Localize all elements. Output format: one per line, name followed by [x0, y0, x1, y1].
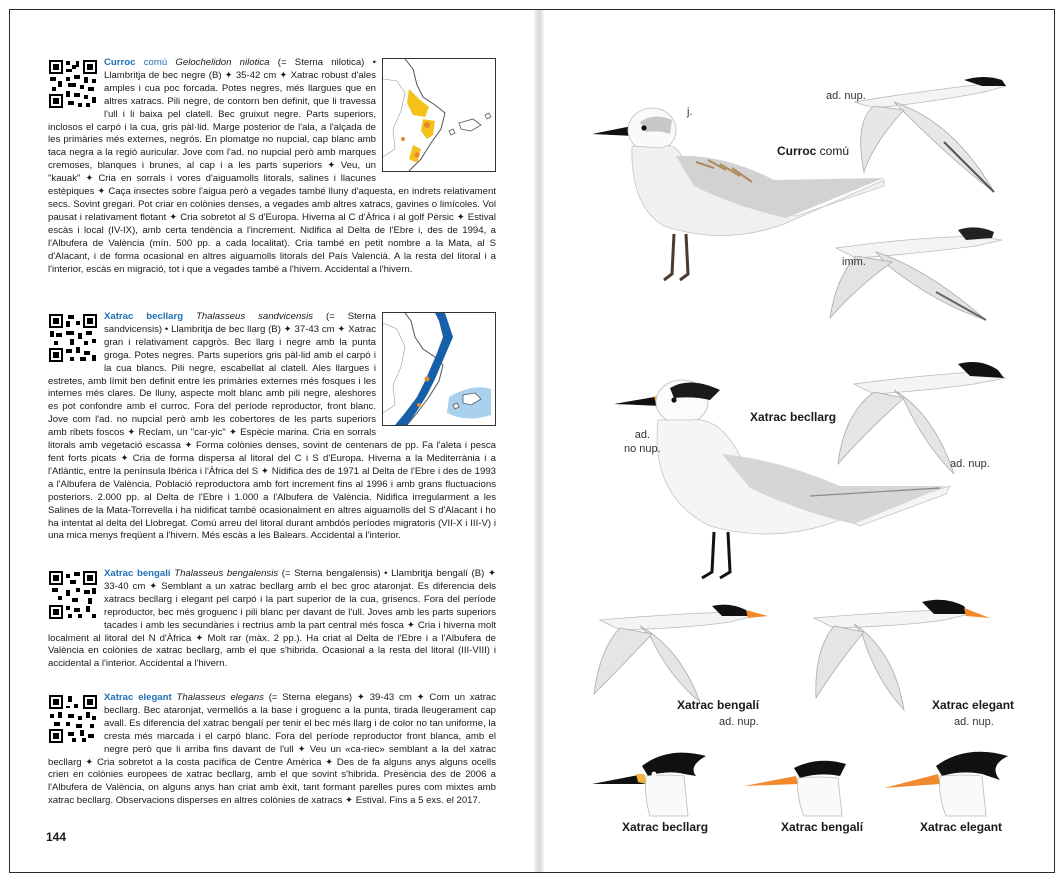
head-name-becllarg: Xatrac becllarg: [622, 820, 709, 834]
label-ad-nup: ad. nup.: [954, 716, 994, 728]
qr-code-icon[interactable]: [48, 313, 98, 363]
scientific-name: Thalasseus sandvicensis: [196, 311, 314, 322]
common-name-suffix: comú: [135, 57, 168, 68]
label-ad-nup: ad. nup.: [826, 90, 866, 102]
left-page: [10, 10, 534, 872]
qr-code-icon[interactable]: [48, 59, 98, 109]
distribution-map: [382, 312, 496, 426]
common-name: Xatrac bengalí: [104, 568, 171, 579]
common-name: Curroc: [104, 57, 136, 68]
elegant-flight-illustration: [804, 594, 994, 714]
label-ad-no-nup: ad. no nup.: [624, 429, 661, 455]
label-immature: imm.: [842, 256, 866, 268]
plate-name-becllarg: Xatrac becllarg: [750, 410, 837, 424]
species-entry-becllarg: [48, 311, 496, 543]
species-text: (= Sterna nilotica) • Llambritja de bec negre (B) ✦ 35-42 cm ✦ Xatrac robust d'ales amples i cua poc forcada. Potes negres, més llargues que en altres xatracs. Pili negre, de contorn ben definit, que li travessa l'ull i li baixa pel clatell. Bec gruixut negre. Parts superiors, inclosos el carpó i la cua, gris pàl·lid. Marge posterior de l'ala, a l'alçada de les primàries més externes, negrós. En plomatge no nupcial, cap blanc amb taca negra a la regió auricular. Jove com l'ad. no nupcial però amb marques cremoses, blanques i brunes, al cap i a les parts superiors ✦ Veu, un "kauak" ✦ Cria en sorrals i vores d'aiguamolls litorals, salines i llacunes estèpiques ✦ Caça insectes sobre l'aigua però a vegades també lluny d'aquesta, en indrets relativament secs. Sovint gregari. Pot criar en colònies denses, a vegades amb altres xatracs, gavines o limícoles. Vol pausat i relativament flotant ✦ Cria sobretot al S d'Europa. Hiverna al C d'Àfrica i al golf Pèrsic ✦ Estival escàs i local (IV-IX), amb certa tendència a l'increment. Nidifica al Delta de l'Ebre i, des de 1994, a l'Albufera de València (mín. 500 pp. a cada localitat). Cria també en petit nombre a la Mata, al S d'Alacant, i de forma ocasional en altres aiguamolls litorals del País Valencià. A la resta del litoral i a l'interior, escàs en migració, tot i que a vegades també a l'hivern. Accidental a l'hivern.: [48, 57, 496, 275]
species-text: (= Sterna sandvicensis) • Llambritja de bec llarg (B) ✦ 37-43 cm ✦ Xatrac gran i relativament capgròs. Bec llarg i negre amb la punta groga. Potes negres. Parts superiors gris pàl·lid amb el carpó i la cua blancs. Pili negre, escabellat al clatell. Ales llargues i estretes, amb límit ben definit entre les primàries externes més fosques i les internes més clares. De lluny, aspecte molt blanc amb pili negre, aleshores es pot confondre amb el curroc. Fora del període reproductor, front blanc. Jove com l'ad. no nupcial però amb les cobertores de les parts superiors amb ribets foscos ✦ Reclam, un "car-yic" ✦ Espècie marina. Cria en sorrals litorals amb vegetació escassa ✦ Forma colònies denses, sovint de centenars de pp. Fa l'aleta i pesca fent forts picats ✦ Cria de forma dispersa al litoral del C i S d'Europa. Hiverna a la Mediterrània i a l'Atlàntic, entre la península Ibèrica i l'Àfrica del S ✦ Nidifica des de 1971 al Delta de l'Ebre i des de 1993 a l'Albufera de València. Població reproductora amb fort increment fins al 1996 i amb grans fluctuacions posteriors. 2.000 pp. al Delta de l'Ebre i 1.000 a l'Albufera de València. Nidifica irregularment a les Salines de la Mata-Torrevella i ha nidificat també ocasionalment en altres aiguamolls del S d'Alacant i ho ha intentat al delta del Llobregat. Comú arreu del litoral durant ambdós períodes migratoris (VII-X i III-V) i una mica menys freqüent a l'hivern. Més escàs a les Balears. Accidental a l'interior.: [48, 311, 496, 542]
qr-code-icon[interactable]: [48, 694, 98, 744]
head-bengali-illustration: [740, 750, 860, 816]
book-gutter: [534, 10, 544, 872]
species-text: (= Sterna bengalensis) • Llambritja bengalí (B) ✦ 33-40 cm ✦ Semblant a un xatrac becllarg amb el bec groc ataronjat. Es diferencia dels xatracs becllarg i elegant pel carpó i la part superior de la cua, grisencs. Fora del període reproductor, bec més groguenc i pili blanc per davant de l'ull. Joves amb les parts superiors tacades i amb les secundàries i rectrius amb la part central més fosca ✦ Cria i hiverna molt localment al litoral del N d'Àfrica ✦ Molt rar (màx. 2 pp.). Ha criat al Delta de l'Ebre i a l'Albufera de València en colònies de xatrac becllarg, amb el que s'hibrida. Ocasional a la resta del litoral (III-VIII) i accidental a l'interior. Accidental a l'hivern.: [48, 568, 496, 670]
curroc-flight-illustration: [834, 62, 1014, 192]
head-becllarg-illustration: [588, 746, 708, 816]
label-ad-nup: ad. nup.: [950, 458, 990, 470]
plate-name-bengali: Xatrac bengalí: [677, 698, 760, 712]
common-name: Xatrac elegant: [104, 692, 172, 703]
page-number: 144: [46, 830, 67, 844]
head-name-bengali: Xatrac bengalí: [781, 820, 864, 834]
species-entry-curroc: [48, 57, 496, 276]
scientific-name: Thalasseus elegans: [176, 692, 264, 703]
distribution-map: [382, 58, 496, 172]
head-name-elegant: Xatrac elegant: [920, 820, 1003, 834]
plate-name-elegant: Xatrac elegant: [932, 698, 1015, 712]
species-text: (= Sterna elegans) ✦ 39-43 cm ✦ Com un xatrac becllarg. Bec ataronjat, vermellós a la base i groguenc a la punta, tirada lleugerament cap avall. Es diferencia del xatrac bengalí per tenir el bec més llarg i de color no tan uniforme, la cresta més marcada i el carpó blanc. Fora del període reproductor front blanca, amb el negre però que li arriba fins davant de l'ull ✦ Veu un «ca-riec» semblant a la del xatrac becllarg ✦ Cria sobretot a la costa pacífica de Centre Amèrica ✦ Des de fa alguns anys alguns ocells crien en colònies europees de xatrac becllarg, amb el que sovint s'hibrida. Presència des de 2006 a l'Albufera de València, on alguns anys han criat amb èxit, tant formant parelles pures com mixtes amb xatrac becllarg. Observacions disperses en altres colònies de xatracs ✦ Estival. Fins a 5 exs. el 2017.: [48, 692, 496, 807]
label-ad-nup: ad. nup.: [719, 716, 759, 728]
book-spread: [9, 9, 1055, 873]
scientific-name: Gelochelidon nilotica: [175, 57, 270, 68]
head-elegant-illustration: [882, 744, 1012, 816]
plate-name-curroc: Curroc comú: [777, 144, 850, 158]
curroc-immature-illustration: [816, 208, 1006, 328]
label-juvenile: j.: [687, 106, 693, 118]
species-entry-elegant: [48, 692, 496, 808]
bengali-flight-illustration: [590, 598, 770, 708]
species-entry-bengali: [48, 568, 496, 671]
common-name: Xatrac becllarg: [104, 311, 184, 322]
right-page-plate: [544, 10, 1054, 872]
qr-code-icon[interactable]: [48, 570, 98, 620]
scientific-name: Thalasseus bengalensis: [174, 568, 279, 579]
